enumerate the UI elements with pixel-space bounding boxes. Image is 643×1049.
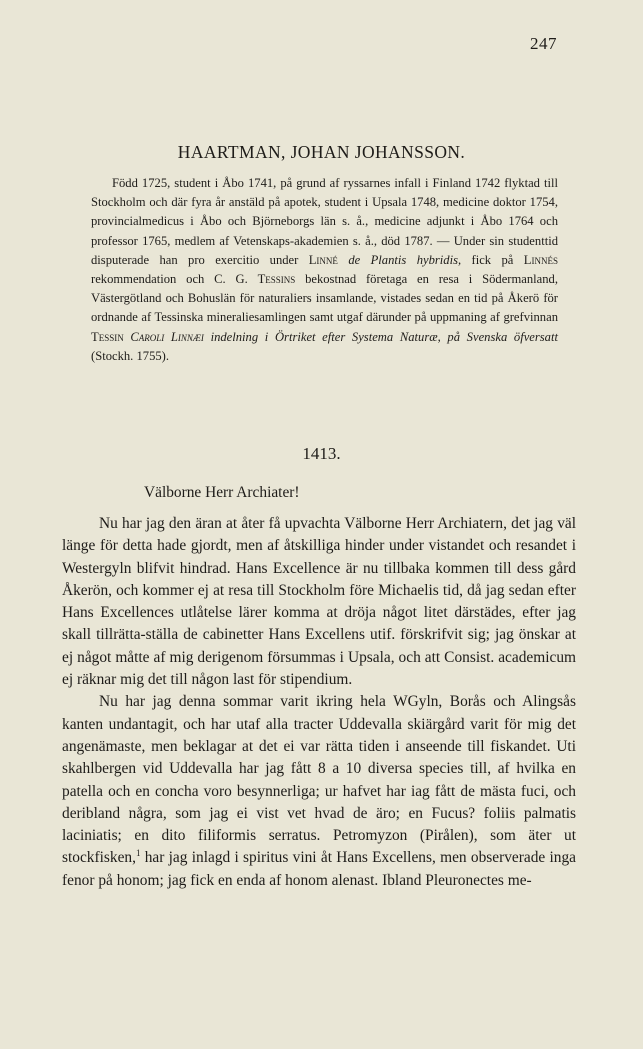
name-tessins: Tessins <box>257 272 296 287</box>
thesis-title: de Plantis hybridis, <box>348 252 462 267</box>
letter-paragraph-2: Nu har jag denna sommar varit ikring hela WGyln, Borås och Alingsås kanten undantagit, och har utaf alla tracter Uddevalla skiärgård varit för mig det angenämaste, men beklagar at det ei var rätta tiden i anseende till fiskandet. Uti skahlbergen vid Uddevalla har jag fått 8 a 10 diversa species till, af hvilka en patella och en concha voro besynnerliga; ur hafvet har iag fått de mästa fuci, och deribland några, som jag ei vist vet hvad de äro; en Fucus? foliis palmatis laciniatis; en dito filiformis serratus. Petromyzon (Pirålen), som äter ut stockfisken,$^1$ har jag inlagd i spiritus vini åt Hans Excellens, men observerade inga fenor på honom; jag fick en enda af honom alenast. Ibland Pleuronectes me- <box>62 693 576 889</box>
biography-heading: HAARTMAN, JOHAN JOHANSSON. <box>177 142 466 162</box>
letter-body <box>62 513 576 892</box>
footnote-marker: 1 <box>135 848 141 859</box>
biography-text <box>91 174 558 366</box>
letter-paragraph-1: Nu har jag den äran at åter få upvachta Välborne Herr Archiatern, det jag väl länge för detta hade gjordt, men af åtskilliga hinder under vistandet och resandet i Westergyln blifvit hindrad. Hans Excellence är nu tillbaka kommen till dess gård Åkerön, och kommer ej at resa till Stockholm före Michaelis tid, då jag sedan efter Hans Excellences utlåtelse lärer komma at dröja något litet därstädes, efter jag skall tillrätta-ställa de cabinetter Hans Excellens utif. förskrifvit sig; jag önskar at ej något måtte af mig derigenom försummas i Upsala, och att Consist. academicum ej räknar mig det till någon last för stipendium. <box>62 515 576 689</box>
book-title: indelning i Örtriket efter Systema Naturæ, på Svenska öfversatt <box>210 329 558 344</box>
name-linne: Linné <box>308 252 338 267</box>
letter-number: 1413. <box>302 444 341 463</box>
author-caroli-linnaei: Caroli Linnæi <box>130 329 204 344</box>
biography-paragraph: Född 1725, student i Åbo 1741, på grund af ryssarnes infall i Finland 1742 flyktad till Stockholm och där fyra år anstäld på apotek, student i Upsala 1748, medicine doktor 1754, provincialmedicus i Åbo och Björneborgs län s. å., medicine adjunkt i Åbo 1764 och professor 1765, medlem af Vetenskaps-akademien s. å., död 1787. — Under sin studenttid disputerade han pro exercitio under Linné de Plantis hybridis, fick på Linnés rekommendation och C. G. Tessins bekostnad företaga en resa i Södermanland, Västergötland och Bohuslän för naturaliers insamlande, vistades sedan en tid på Åkerö för ordnande af Tessinska mineraliesamlingen samt utgaf därunder på uppmaning af grefvinnan Tessin Caroli Linnæi indelning i Örtriket efter Systema Naturæ, på Svenska öfversatt (Stockh. 1755). <box>91 176 558 363</box>
name-tessin: Tessin <box>91 329 124 344</box>
page-number: 247 <box>530 34 557 53</box>
salutation: Välborne Herr Archiater! <box>144 484 300 501</box>
name-linnes: Linnés <box>523 252 558 267</box>
